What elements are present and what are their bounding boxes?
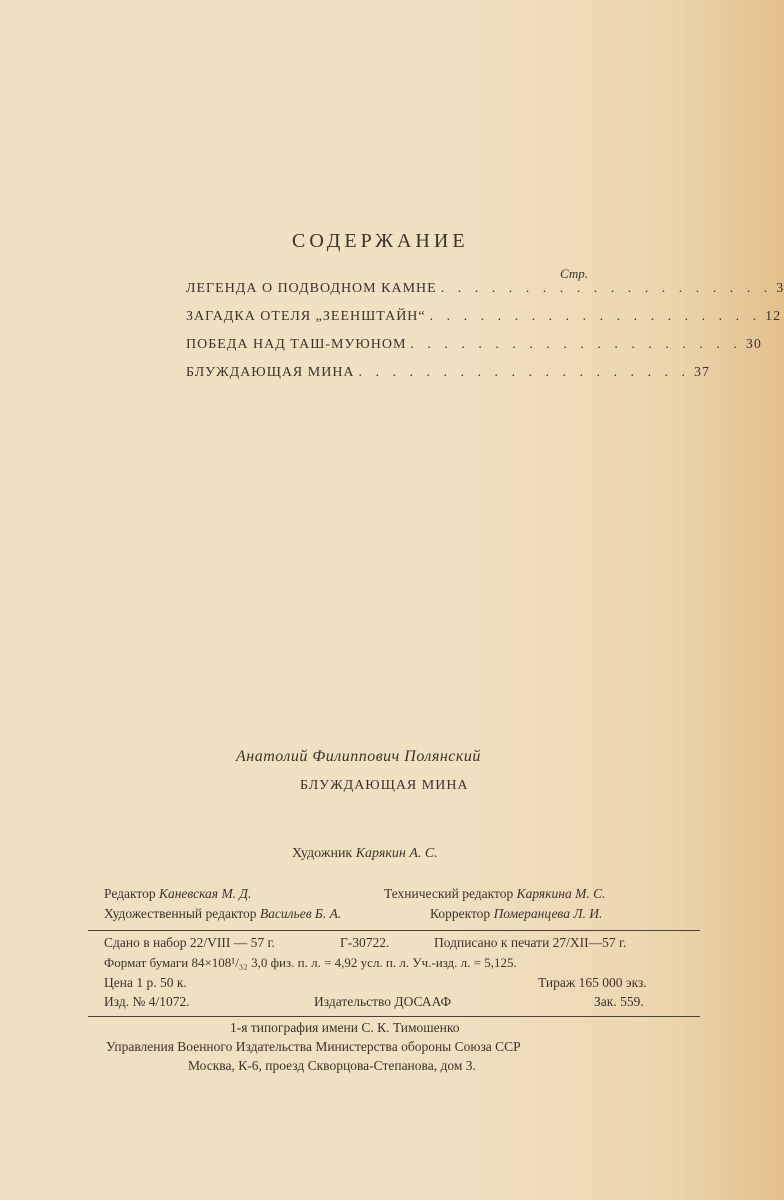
toc-item-page: 3 bbox=[776, 281, 784, 296]
imprint-print-run: Тираж 165 000 экз. bbox=[538, 975, 647, 990]
toc-item-title: ПОБЕДА НАД ТАШ-МУЮНОМ bbox=[186, 337, 407, 352]
editor-name: Каневская М. Д. bbox=[158, 886, 252, 901]
toc-item bbox=[186, 309, 782, 329]
toc-item bbox=[186, 365, 711, 385]
toc-leader-dots: . . . . . . . . . . . . . . . . . . . . bbox=[429, 309, 762, 324]
imprint-publisher: Издательство ДОСААФ bbox=[314, 994, 452, 1009]
divider-rule bbox=[88, 1016, 700, 1017]
toc-leader-dots: . . . . . . . . . . . . . . . . . . . . bbox=[440, 281, 773, 296]
toc-leader-dots: . . . . . . . . . . . . . . . . . . . . bbox=[410, 337, 742, 352]
toc-item-page: 30 bbox=[745, 337, 762, 352]
author-name: Анатолий Филиппович Полянский bbox=[236, 748, 481, 765]
imprint-edition: Изд. № 4/1072. bbox=[104, 994, 190, 1009]
toc-leader-dots: . . . . . . . . . . . . . . . . . . . . bbox=[358, 365, 691, 380]
toc-item bbox=[186, 281, 784, 301]
printer-line: Управления Военного Издательства Министерства обороны Союза ССР bbox=[106, 1039, 521, 1054]
imprint-sent: Сдано в набор 22/VIII — 57 г. bbox=[104, 935, 275, 950]
editor-credit bbox=[104, 886, 251, 902]
toc-item-page: 12 bbox=[765, 309, 782, 324]
editor-label: Редактор bbox=[104, 886, 156, 901]
toc-item bbox=[186, 337, 762, 357]
toc-title: СОДЕРЖАНИЕ bbox=[292, 230, 469, 252]
toc-page-header: Стр. bbox=[560, 266, 588, 281]
printer-line: Москва, К-6, проезд Скворцова-Степанова, дом 3. bbox=[188, 1058, 476, 1073]
toc-item-title: БЛУЖДАЮЩАЯ МИНА bbox=[186, 365, 355, 380]
book-title: БЛУЖДАЮЩАЯ МИНА bbox=[300, 778, 469, 793]
printer-line: 1-я типография имени С. К. Тимошенко bbox=[230, 1020, 460, 1035]
art-editor-credit bbox=[104, 906, 341, 922]
imprint-price: Цена 1 р. 50 к. bbox=[104, 975, 187, 990]
art-editor-name: Васильев Б. А. bbox=[259, 906, 342, 921]
artist-credit bbox=[292, 846, 438, 862]
proofreader-label: Корректор bbox=[430, 906, 491, 921]
tech-editor-credit bbox=[384, 886, 605, 902]
imprint-code: Г-30722. bbox=[340, 935, 390, 950]
artist-name: Карякин А. С. bbox=[355, 846, 438, 861]
toc-item-title: ЗАГАДКА ОТЕЛЯ „ЗЕЕНШТАЙН“ bbox=[186, 309, 426, 324]
tech-editor-name: Карякина М. С. bbox=[516, 886, 606, 901]
proofreader-name: Померанцева Л. И. bbox=[493, 906, 603, 921]
toc-item-page: 37 bbox=[694, 365, 711, 380]
proofreader-credit bbox=[430, 906, 602, 922]
imprint-signed: Подписано к печати 27/XII—57 г. bbox=[434, 935, 627, 950]
tech-editor-label: Технический редактор bbox=[384, 886, 514, 901]
art-editor-label: Художественный редактор bbox=[104, 906, 257, 921]
divider-rule bbox=[88, 930, 700, 931]
artist-label: Художник bbox=[292, 846, 353, 861]
imprint-format: Формат бумаги 84×108¹/₃₂ 3,0 физ. п. л. = 4,92 усл. п. л. Уч.-изд. л. = 5,125. bbox=[104, 955, 517, 970]
toc-item-title: ЛЕГЕНДА О ПОДВОДНОМ КАМНЕ bbox=[186, 281, 437, 296]
imprint-order: Зак. 559. bbox=[594, 994, 644, 1009]
